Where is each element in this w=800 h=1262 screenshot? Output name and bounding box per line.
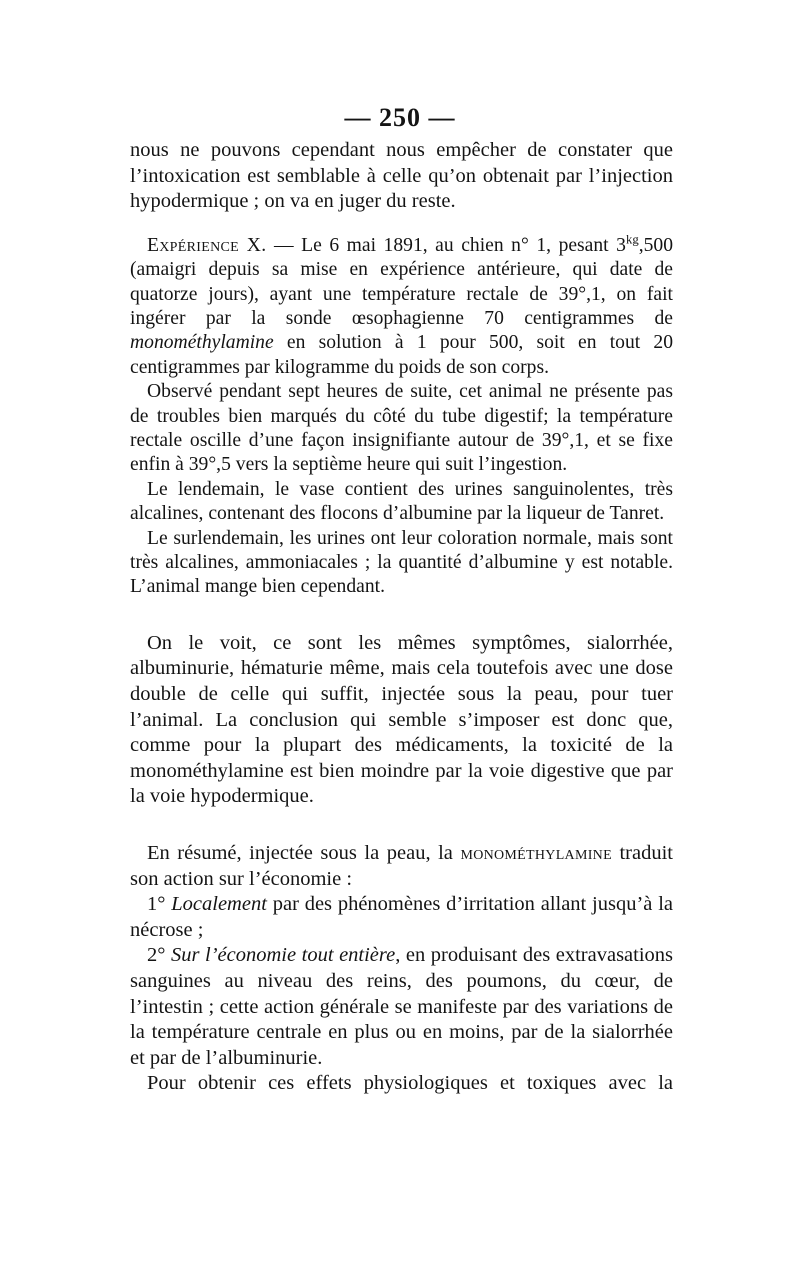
list-item-1-italic: Localement xyxy=(171,893,267,916)
list-item-2 xyxy=(130,943,673,1071)
experiment-paragraph xyxy=(130,234,673,380)
summary-substance: monométhylamine xyxy=(460,842,612,865)
page-body xyxy=(130,138,673,1097)
experiment-text-3: en solution à 1 pour 500, soit en tout 20 centigrammes par kilogramme du poids de son corps. xyxy=(130,332,673,378)
conclusion-paragraph: On le voit, ce sont les mêmes symptômes, sialorrhée, albuminurie, hématurie même, mais cela toutefois avec une dose double de celle qui suffit, injectée sous la peau, pour tuer l’animal. La conclusion qui semble s’imposer est donc que, comme pour la plupart des médicaments, la toxicité de la monométhylamine est bien moindre par la voie digestive que par la voie hypodermique. xyxy=(130,631,673,808)
observation-3: Le surlendemain, les urines ont leur coloration normale, mais sont très alcalines, ammoniacales ; la quantité d’albumine y est notable. L’animal mange bien cependant. xyxy=(130,527,673,598)
observation-2: Le lendemain, le vase contient des urines sanguinolentes, très alcalines, contenant des flocons d’albumine par la liqueur de Tanret. xyxy=(130,478,673,525)
paragraph-intro: nous ne pouvons cependant nous empêcher de constater que l’intoxication est semblable à celle qu’on obtenait par l’injection hypodermique ; on va en juger du reste. xyxy=(130,139,673,213)
summary-paragraph xyxy=(130,841,673,892)
observation-1: Observé pendant sept heures de suite, cet animal ne présente pas de troubles bien marqués du côté du tube digestif; la température rectale oscille d’une façon insignifiante autour de 39°,1, et se fixe enfin à 39°,5 vers la septième heure qui suit l’ingestion. xyxy=(130,381,673,476)
experiment-text-1: — Le 6 mai 1891, au chien n° 1, pesant 3 xyxy=(266,234,626,256)
list-item-2-italic: Sur l’économie tout entière xyxy=(171,944,396,967)
summary-intro: En résumé, injectée sous la peau, la xyxy=(147,842,461,865)
list-item-2-text: , en produisant des extravasations sanguines au niveau des reins, des poumons, du cœur, de l’intestin ; cette action générale se manifeste par des variations de la température centrale en plus ou en moins, par de la sialorrhée et par de l’albuminurie. xyxy=(130,944,674,1069)
substance-name: monométhylamine xyxy=(130,332,274,354)
experiment-label: Expérience X. xyxy=(147,234,267,256)
final-line: Pour obtenir ces effets physiologiques et toxiques avec la xyxy=(147,1072,673,1095)
page-number: — 250 — xyxy=(344,103,456,132)
list-item-1-text: par des phénomènes d’irritation allant jusqu’à la nécrose ; xyxy=(130,893,673,941)
list-item-2-number: 2° xyxy=(147,944,171,967)
unit-kg: kg xyxy=(625,232,639,247)
summary-rest: traduit son action sur l’économie : xyxy=(130,842,674,890)
list-item-1 xyxy=(130,892,673,943)
list-item-1-number: 1° xyxy=(147,893,172,916)
experiment-text-2: ,500 (amaigri depuis sa mise en expérience antérieure, qui date de quatorze jours), ayant une température rectale de 39°,1, on fait ingérer par la sonde œsophagienne 70 centigrammes de xyxy=(130,234,673,329)
